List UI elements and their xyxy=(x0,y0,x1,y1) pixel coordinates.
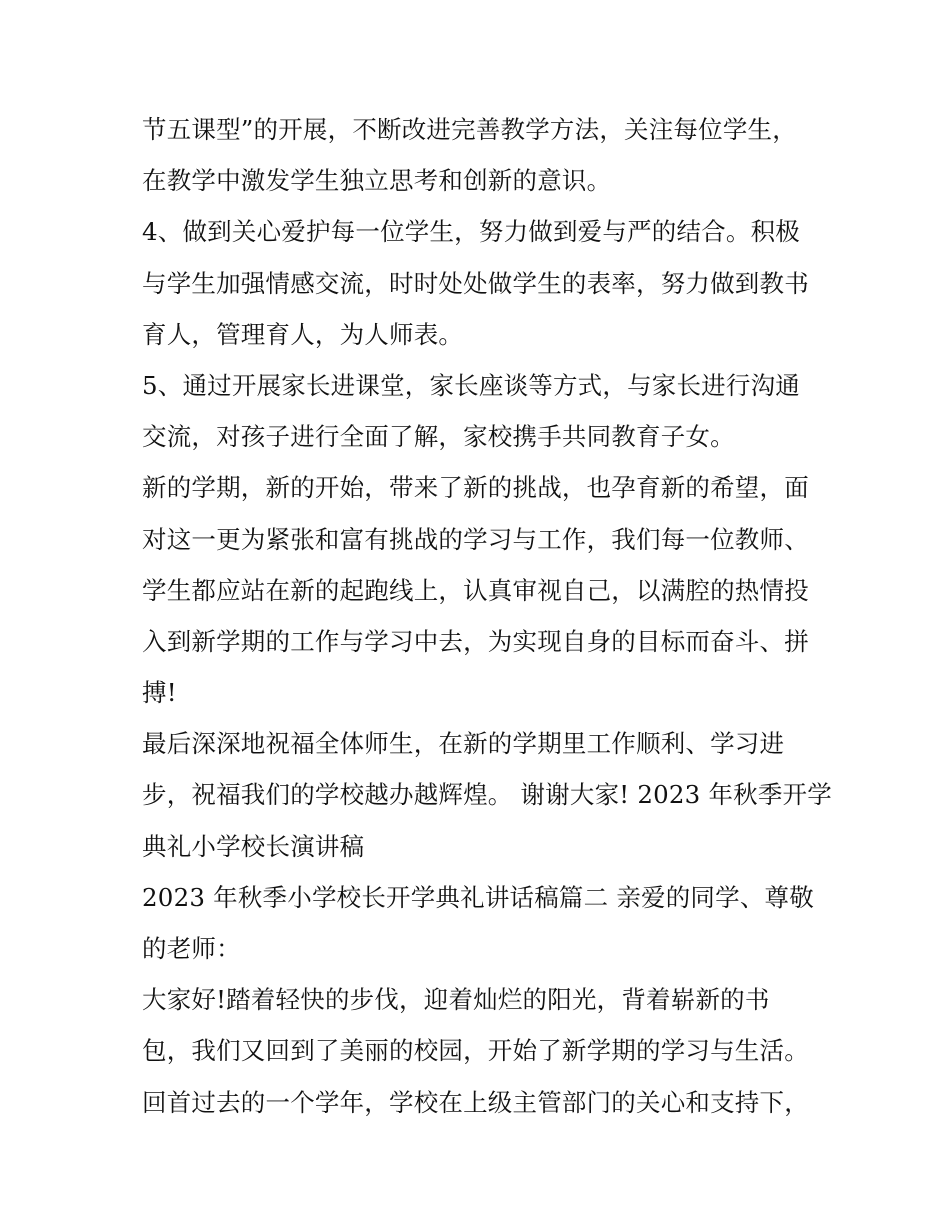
text-line: 新的学期，新的开始，带来了新的挑战，也孕育新的希望，面 xyxy=(142,473,809,503)
text-line: 育人，管理育人，为人师表。 xyxy=(142,319,464,349)
text-line: 回首过去的一个学年，学校在上级主管部门的关心和支持下， xyxy=(142,1087,809,1117)
body-text xyxy=(142,104,832,1128)
text-line: 与学生加强情感交流，时时处处做学生的表率，努力做到教书 xyxy=(142,268,809,298)
text-line: 2023 年秋季小学校长开学典礼讲话稿篇二 亲爱的同学、尊敬 xyxy=(142,882,814,912)
text-line: 的老师： xyxy=(142,934,241,963)
text-line: 最后深深地祝福全体师生，在新的学期里工作顺利、学习进 xyxy=(142,729,785,759)
text-line: 包，我们又回到了美丽的校园，开始了新学期的学习与生活。 xyxy=(142,1036,809,1066)
text-line: 学生都应站在新的起跑线上，认真审视自己，以满腔的热情投 xyxy=(142,575,809,605)
text-line: 4、做到关心爱护每一位学生，努力做到爱与严的结合。积极 xyxy=(142,217,800,247)
text-line: 典礼小学校长演讲稿 xyxy=(142,831,365,861)
text-line: 对这一更为紧张和富有挑战的学习与工作，我们每一位教师、 xyxy=(142,524,809,554)
text-line: 节五课型”的开展，不断改进完善教学方法，关注每位学生， xyxy=(142,115,797,144)
text-line: 在教学中激发学生独立思考和创新的意识。 xyxy=(142,166,612,196)
text-line: 交流，对孩子进行全面了解，家校携手共同教育子女。 xyxy=(142,422,735,452)
text-line: 入到新学期的工作与学习中去，为实现自身的目标而奋斗、拼 xyxy=(142,626,809,656)
text-line: 搏! xyxy=(142,678,177,708)
text-line: 步，祝福我们的学校越办越辉煌。 谢谢大家! 2023 年秋季开学 xyxy=(142,780,832,810)
text-line: 大家好!踏着轻快的步伐，迎着灿烂的阳光，背着崭新的书 xyxy=(142,985,770,1015)
text-line: 5、通过开展家长进课堂，家长座谈等方式，与家长进行沟通 xyxy=(142,370,800,400)
